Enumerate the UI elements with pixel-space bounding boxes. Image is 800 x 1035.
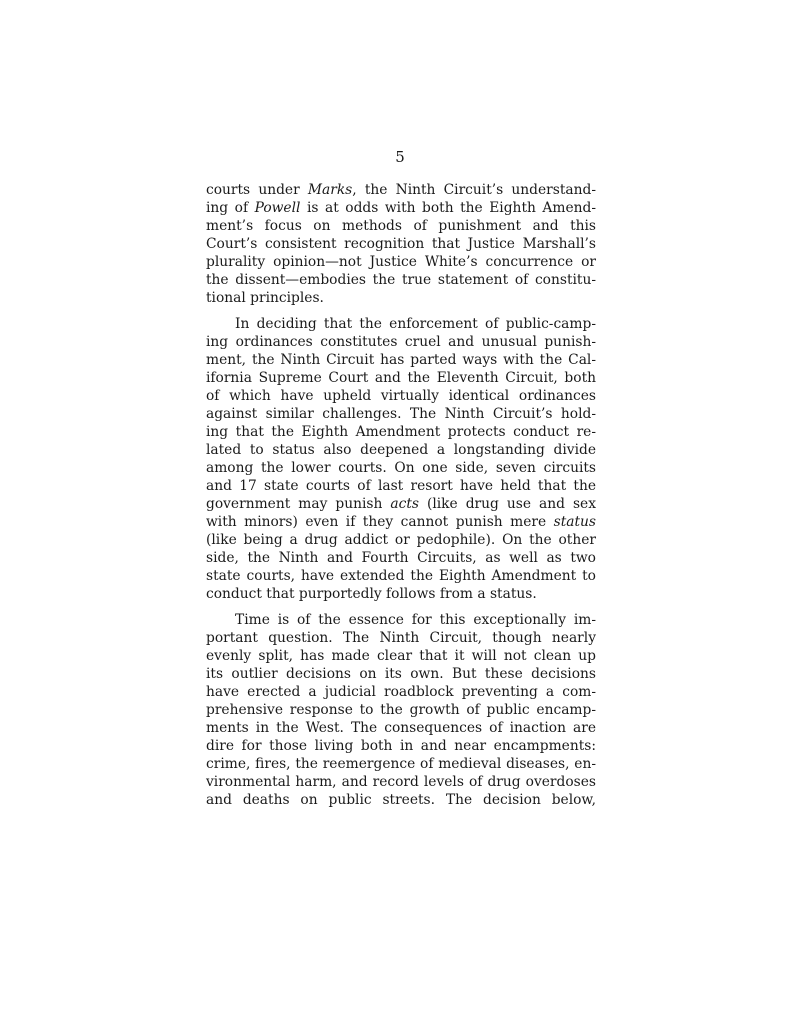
text-line: of which have upheld virtually identical ordinances	[206, 388, 596, 404]
text-line: conduct that purportedly follows from a status.	[206, 586, 537, 602]
text-line: crime, fires, the reemergence of medieval diseases, en-	[206, 756, 596, 772]
text-line: ing that the Eighth Amendment protects conduct re-	[206, 424, 596, 440]
text-line: In deciding that the enforcement of public-camp-	[235, 316, 596, 332]
page-number: 5	[395, 148, 405, 166]
text-line: ment’s focus on methods of punishment and this	[206, 218, 596, 234]
italic-term: status	[553, 514, 596, 530]
text-line: prehensive response to the growth of public encamp-	[206, 702, 596, 718]
text-line: have erected a judicial roadblock preventing a com-	[206, 684, 596, 700]
paragraph-2	[206, 315, 596, 603]
text-line: ing ordinances constitutes cruel and unusual punish-	[206, 334, 596, 350]
text-line: ing of Powell is at odds with both the Eighth Amend-	[206, 200, 596, 216]
text-line: state courts, have extended the Eighth Amendment to	[206, 568, 596, 584]
paragraph-3	[206, 611, 596, 809]
text-line: Court’s consistent recognition that Justice Marshall’s	[206, 236, 596, 252]
text-line: government may punish acts (like drug use and sex	[206, 496, 596, 512]
italic-case-name: Powell	[254, 200, 301, 216]
text-line: and deaths on public streets. The decision below,	[206, 792, 596, 808]
text-line: ment, the Ninth Circuit has parted ways with the Cal-	[206, 352, 596, 368]
text-line: evenly split, has made clear that it will not clean up	[206, 648, 596, 664]
text-line: the dissent—embodies the true statement of constitu-	[206, 272, 596, 288]
text-line: ments in the West. The consequences of inaction are	[206, 720, 596, 736]
text-line: its outlier decisions on its own. But these decisions	[206, 666, 596, 682]
text-line: (like being a drug addict or pedophile). On the other	[206, 532, 596, 548]
paragraph-1	[206, 181, 596, 307]
text-line: among the lower courts. On one side, seven circuits	[206, 460, 596, 476]
text-line: lated to status also deepened a longstanding divide	[206, 442, 596, 458]
italic-case-name: Marks	[307, 182, 353, 198]
text-line: portant question. The Ninth Circuit, though nearly	[206, 630, 596, 646]
text-line: vironmental harm, and record levels of drug overdoses	[206, 774, 596, 790]
body-text	[206, 181, 596, 809]
text-line: dire for those living both in and near encampments:	[206, 738, 596, 754]
text-line: side, the Ninth and Fourth Circuits, as well as two	[206, 550, 596, 566]
text-line: plurality opinion—not Justice White’s concurrence or	[206, 254, 596, 270]
text-line: courts under Marks, the Ninth Circuit’s understand-	[206, 182, 596, 198]
italic-term: acts	[390, 496, 419, 512]
text-line: against similar challenges. The Ninth Circuit’s hold-	[206, 406, 596, 422]
text-line: and 17 state courts of last resort have held that the	[206, 478, 596, 494]
text-line: tional principles.	[206, 290, 324, 306]
text-line: Time is of the essence for this exceptionally im-	[235, 612, 596, 628]
text-line: ifornia Supreme Court and the Eleventh Circuit, both	[206, 370, 596, 386]
text-line: with minors) even if they cannot punish mere status	[206, 514, 596, 530]
